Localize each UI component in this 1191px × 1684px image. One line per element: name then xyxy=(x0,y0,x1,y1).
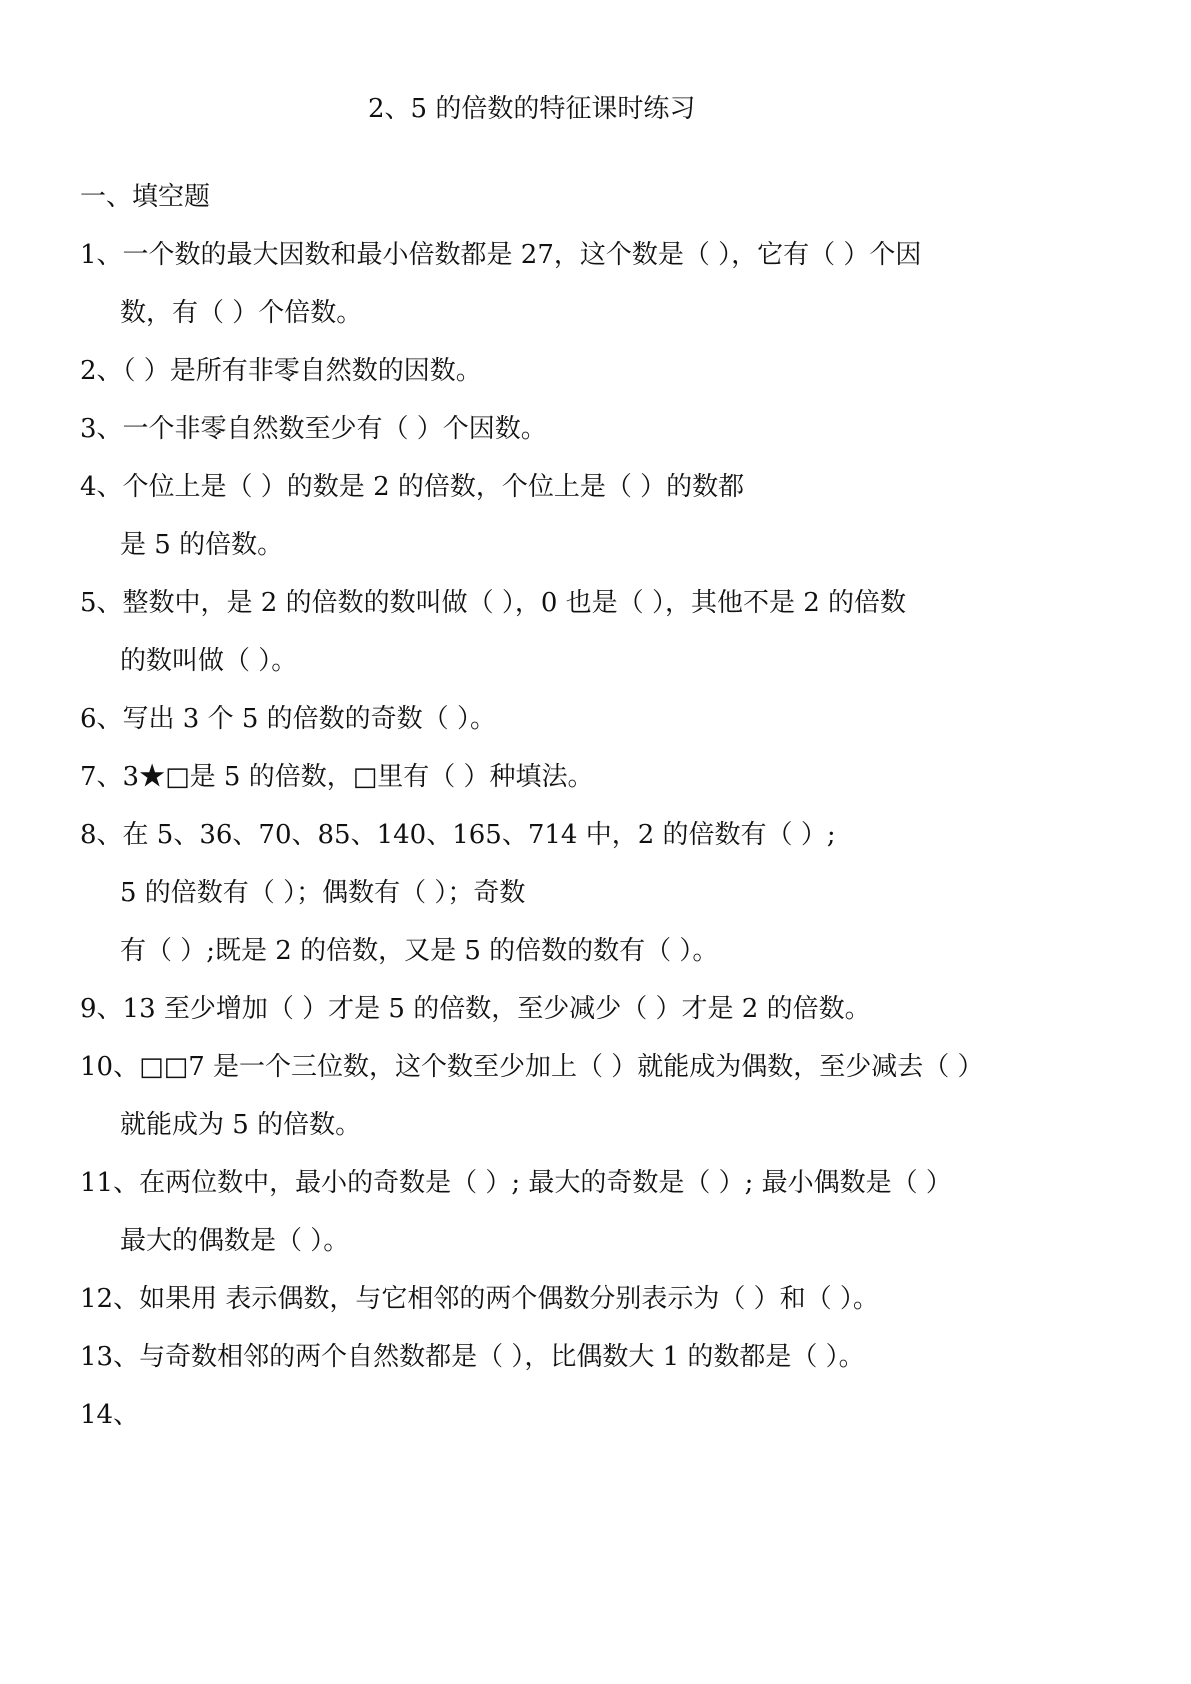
question-line: 12、如果用 表示偶数，与它相邻的两个偶数分别表示为（ ）和（ ）。 xyxy=(80,1284,879,1314)
question-line: 9、13 至少增加（ ）才是 5 的倍数，至少减少（ ）才是 2 的倍数。 xyxy=(80,994,871,1024)
question-line: 5、整数中，是 2 的倍数的数叫做（ ），0 也是（ ），其他不是 2 的倍数 xyxy=(80,588,907,618)
question-line: 3、一个非零自然数至少有（ ）个因数。 xyxy=(80,414,547,444)
question-line: 7、3★□是 5 的倍数，□里有（ ）种填法。 xyxy=(80,762,594,792)
question-line: 11、在两位数中，最小的奇数是（ ）; 最大的奇数是（ ）; 最小偶数是（ ） xyxy=(80,1168,952,1198)
question-line: 有（ ）;既是 2 的倍数，又是 5 的倍数的数有（ ）。 xyxy=(120,936,719,966)
question-line: 2、（ ）是所有非零自然数的因数。 xyxy=(80,356,482,386)
question-line: 的数叫做（ ）。 xyxy=(120,646,298,676)
question-line: 4、个位上是（ ）的数是 2 的倍数，个位上是（ ）的数都 xyxy=(80,472,745,502)
question-line: 5 的倍数有（ ）；偶数有（ ）；奇数 xyxy=(120,878,526,908)
question-line: 数，有（ ）个倍数。 xyxy=(120,298,363,328)
page-title: 2、5 的倍数的特征课时练习 xyxy=(368,94,696,124)
question-line: 6、写出 3 个 5 的倍数的奇数（ ）。 xyxy=(80,704,496,734)
question-line: 就能成为 5 的倍数。 xyxy=(120,1110,362,1140)
question-line: 13、与奇数相邻的两个自然数都是（ ），比偶数大 1 的数都是（ ）。 xyxy=(80,1342,865,1372)
section-heading: 一、填空题 xyxy=(80,182,211,212)
question-line: 最大的偶数是（ ）。 xyxy=(120,1226,350,1256)
question-line: 14、 xyxy=(80,1400,140,1430)
question-line: 1、一个数的最大因数和最小倍数都是 27，这个数是（ ），它有（ ）个因 xyxy=(80,240,922,270)
question-line: 是 5 的倍数。 xyxy=(120,530,284,560)
question-line: 10、□□7 是一个三位数，这个数至少加上（ ）就能成为偶数，至少减去（ ） xyxy=(80,1052,984,1082)
question-line: 8、在 5、36、70、85、140、165、714 中，2 的倍数有（ ）; xyxy=(80,820,836,850)
